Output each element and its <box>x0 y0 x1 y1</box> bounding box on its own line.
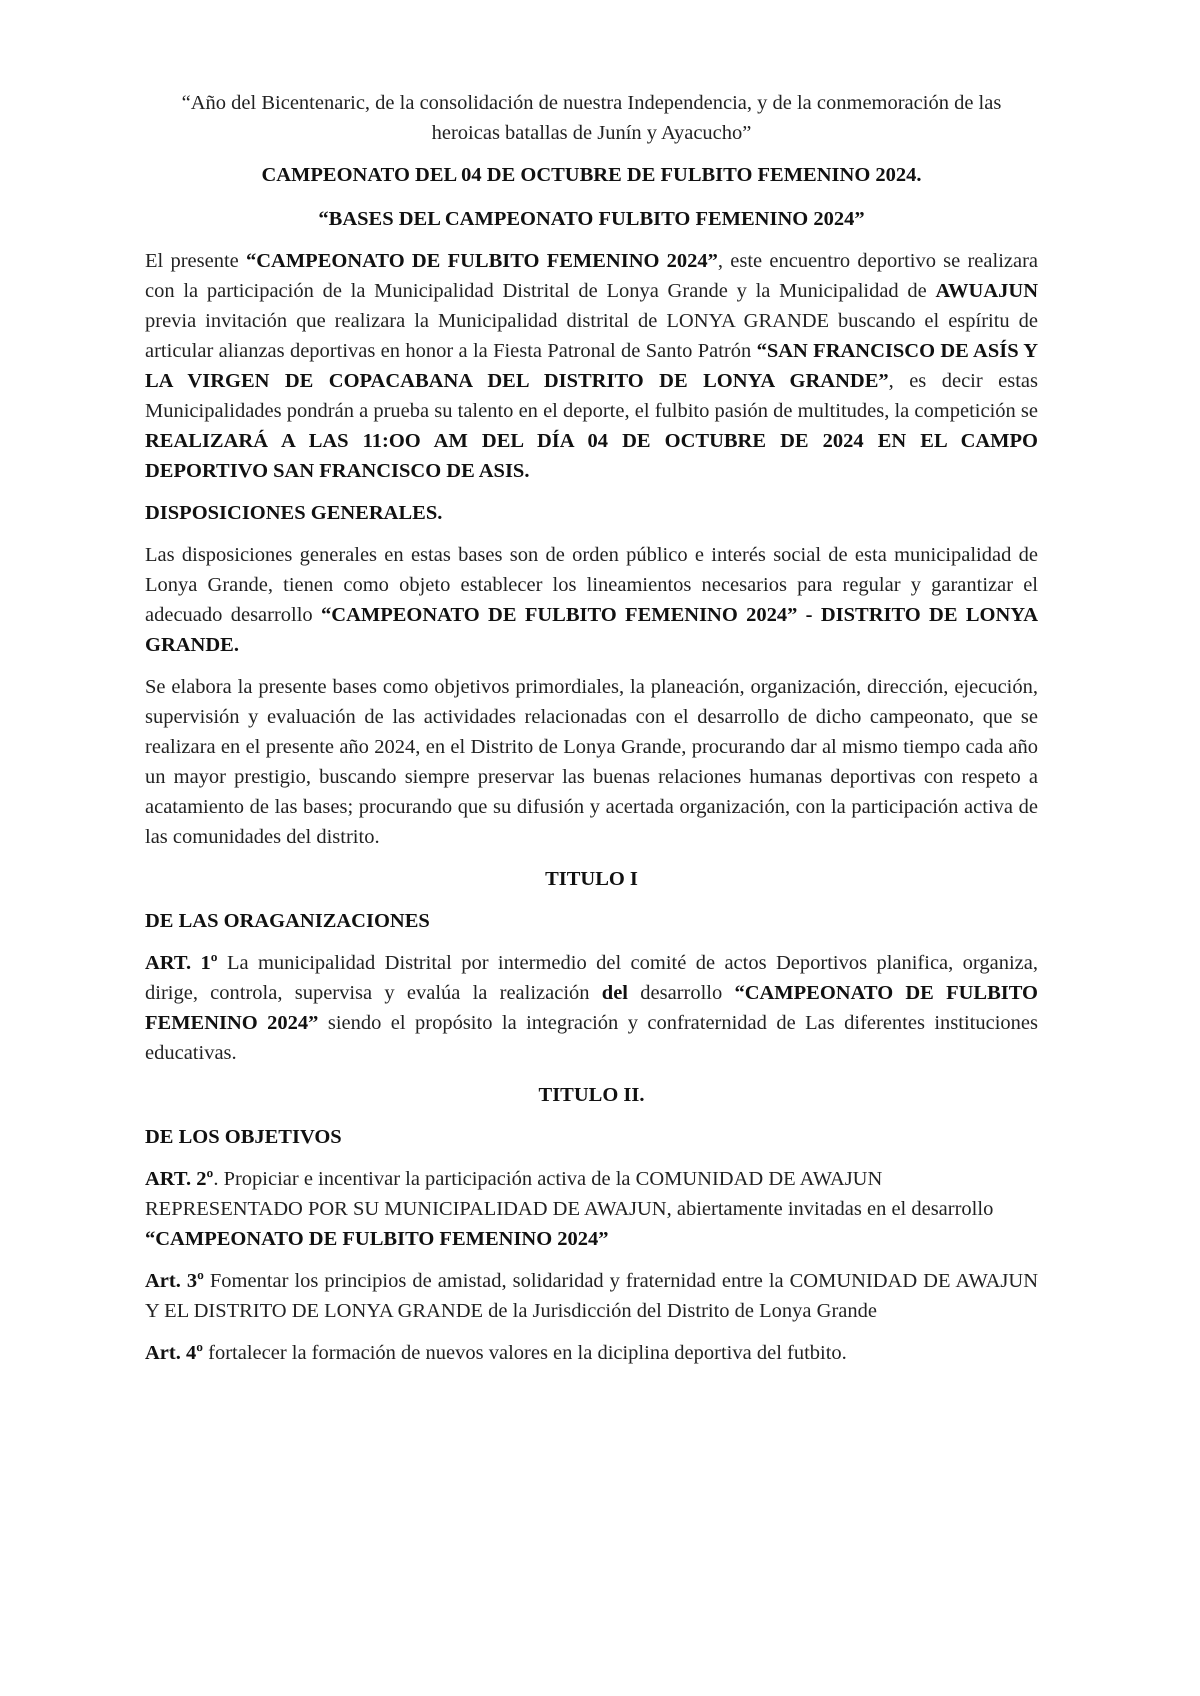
article-1-bold-2: “CAMPEONATO DE FULBITO FEMENINO 2024” <box>145 982 1038 1034</box>
document-title: CAMPEONATO DEL 04 DE OCTUBRE DE FULBITO FEMENINO 2024. <box>261 164 922 186</box>
article-1-bold-1: del <box>601 982 628 1004</box>
document-subtitle: “BASES DEL CAMPEONATO FULBITO FEMENINO 2024” <box>318 208 865 230</box>
intro-text-2: , este encuentro deportivo se realizara con la participación de la Municipalidad Distrital de Lonya Grande y la Municipalidad de <box>145 250 1039 302</box>
disposiciones-heading: DISPOSICIONES GENERALES. <box>145 502 443 524</box>
intro-text-4: , es decir estas Municipalidades pondrán a prueba su talento en el deporte, el fulbito pasión de multitudes, la competición se <box>145 370 1038 422</box>
titulo-2-heading: DE LOS OBJETIVOS <box>145 1126 342 1148</box>
intro-paragraph <box>145 246 1038 486</box>
article-2-text-1: . Propiciar e incentivar la participación activa de la COMUNIDAD DE AWAJUN REPRESENTADO POR SU MUNICIPALIDAD DE AWAJUN, abiertamente invitadas en el desarrollo <box>145 1168 994 1220</box>
article-2-label: ART. 2º <box>145 1168 214 1190</box>
disposiciones-paragraph-2: Se elabora la presente bases como objetivos primordiales, la planeación, organización, dirección, ejecución, supervisión y evaluación de las actividades relacionadas con el desarrollo de dicho campeonato, que se realizara en el presente año 2024, en el Distrito de Lonya Grande, procurando dar al mismo tiempo cada año un mayor prestigio, buscando siempre preservar las buenas relaciones humanas deportivas con respeto a acatamiento de las bases; procurando que su difusión y acertada organización, con la participación activa de las comunidades del distrito. <box>145 676 1038 848</box>
intro-bold-4: REALIZARÁ A LAS 11:OO AM DEL DÍA 04 DE OCTUBRE DE 2024 EN EL CAMPO DEPORTIVO SAN FRANCISCO DE ASIS. <box>145 430 1038 482</box>
year-motto: “Año del Bicentenaric, de la consolidación de nuestra Independencia, y de la conmemoración de las heroicas batallas de Junín y Ayacucho” <box>181 92 1002 144</box>
intro-bold-2: AWUAJUN <box>935 280 1038 302</box>
article-4-label: Art. 4º <box>145 1342 203 1364</box>
article-3 <box>145 1266 1038 1326</box>
article-3-text: Fomentar los principios de amistad, solidaridad y fraternidad entre la COMUNIDAD DE AWAJUN Y EL DISTRITO DE LONYA GRANDE de la Jurisdicción del Distrito de Lonya Grande <box>145 1270 1038 1322</box>
article-1-label: ART. 1º <box>145 952 218 974</box>
titulo-1-label: TITULO I <box>545 868 638 890</box>
article-2 <box>145 1164 1038 1254</box>
article-1 <box>145 948 1038 1068</box>
article-2-bold-1: “CAMPEONATO DE FULBITO FEMENINO 2024” <box>145 1228 609 1250</box>
article-4 <box>145 1338 1038 1368</box>
article-1-text-1: La municipalidad Distrital por intermedio del comité de actos Deportivos planifica, organiza, dirige, controla, supervisa y evalúa la realización <box>145 952 1038 1004</box>
disposiciones-paragraph-1 <box>145 540 1038 660</box>
titulo-2-label: TITULO II. <box>538 1084 645 1106</box>
disposiciones-bold-1: “CAMPEONATO DE FULBITO FEMENINO 2024” - DISTRITO DE LONYA GRANDE. <box>145 604 1038 656</box>
intro-text-3: previa invitación que realizara la Municipalidad distrital de LONYA GRANDE buscando el espíritu de articular alianzas deportivas en honor a la Fiesta Patronal de Santo Patrón <box>145 310 1038 362</box>
intro-bold-1: “CAMPEONATO DE FULBITO FEMENINO 2024” <box>245 250 718 272</box>
titulo-1-heading: DE LAS ORAGANIZACIONES <box>145 910 430 932</box>
disposiciones-text-1: Las disposiciones generales en estas bases son de orden público e interés social de esta municipalidad de Lonya Grande, tienen como objeto establecer los lineamientos necesarios para regular y garantizar el adecuado desarrollo <box>145 544 1038 626</box>
intro-bold-3: “SAN FRANCISCO DE ASÍS Y LA VIRGEN DE COPACABANA DEL DISTRITO DE LONYA GRANDE” <box>145 340 1038 392</box>
document-page <box>145 88 1038 1380</box>
intro-text-1: El presente <box>145 250 246 272</box>
article-1-text-3: siendo el propósito la integración y confraternidad de Las diferentes instituciones educativas. <box>145 1012 1038 1064</box>
article-4-text: fortalecer la formación de nuevos valores en la diciplina deportiva del futbito. <box>203 1342 847 1364</box>
article-3-label: Art. 3º <box>145 1270 204 1292</box>
article-1-text-2: desarrollo <box>628 982 735 1004</box>
